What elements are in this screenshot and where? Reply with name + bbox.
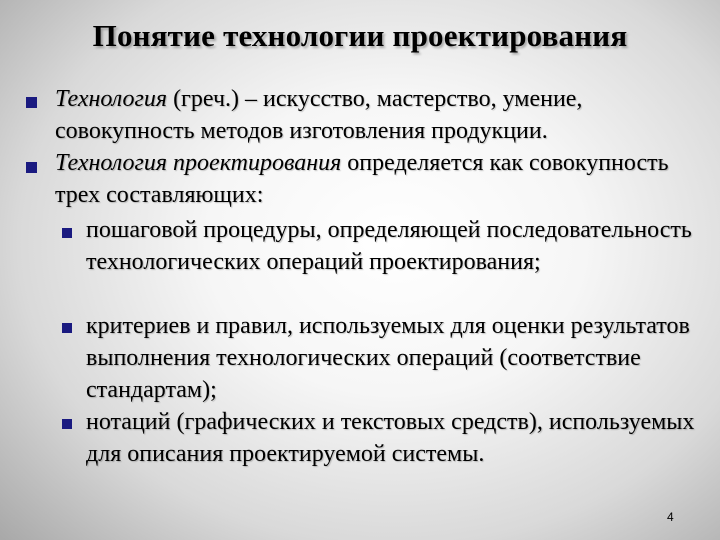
slide-title: Понятие технологии проектирования xyxy=(92,18,628,53)
bullet-text-1 xyxy=(55,83,705,147)
sub-bullet-text-2: критериев и правил, используемых для оценки результатов выполнения технологических операций (соответствие стандартам); xyxy=(86,313,690,403)
page-number: 4 xyxy=(667,510,674,524)
square-bullet-icon xyxy=(62,228,72,238)
square-bullet-icon xyxy=(62,323,72,333)
bullet-term-2: Технология проектирования xyxy=(55,150,342,176)
bullet-body-2: определяется как совокупность трех составляющих: xyxy=(55,150,669,208)
sub-bullet-text-1: пошаговой процедуры, определяющей последовательность технологических операций проектирования; xyxy=(86,217,692,275)
sub-bullet-text-3: нотаций (графических и текстовых средств), используемых для описания проектируемой системы. xyxy=(86,409,695,467)
bullet-text-2 xyxy=(55,147,705,211)
square-bullet-icon xyxy=(26,97,37,108)
square-bullet-icon xyxy=(62,419,72,429)
bullet-term-1: Технология xyxy=(55,86,168,112)
bullet-body-1: (греч.) – искусство, мастерство, умение, совокупность методов изготовления продукции. xyxy=(55,86,583,144)
square-bullet-icon xyxy=(26,162,37,173)
